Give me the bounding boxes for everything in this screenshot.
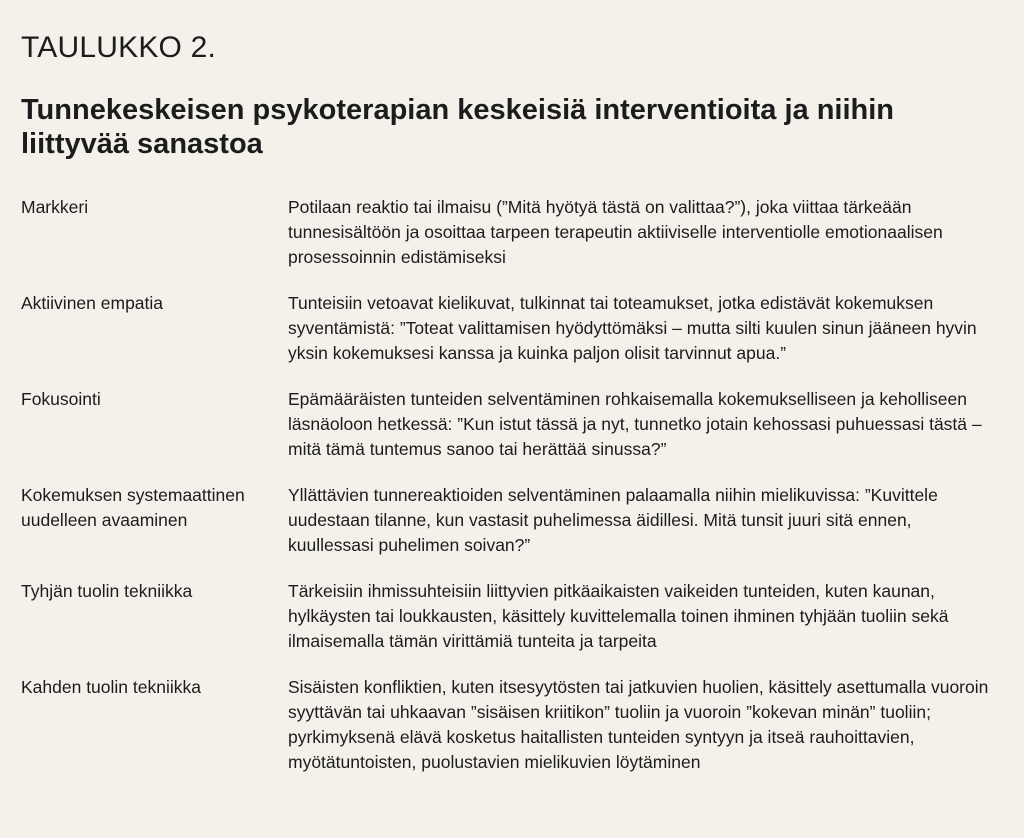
table-row — [21, 387, 1011, 462]
term-kahden-tuolin-tekniikka: Kahden tuolin tekniikka — [21, 677, 201, 697]
term-markkeri: Markkeri — [21, 197, 89, 217]
term-kokemuksen-avaaminen: Kokemuksen systemaattinen uudelleen avaaminen — [21, 485, 245, 530]
definition-fokusointi: Epämääräisten tunteiden selventäminen rohkaisemalla kokemukselliseen ja keholliseen läsnäoloon hetkessä: ”Kun istut tässä ja nyt, tunnetko jotain kehossasi puhuessasi tästä – mitä tämä tuntemus sanoo tai herättää sinussa?” — [288, 389, 982, 459]
term-tyhjan-tuolin-tekniikka: Tyhjän tuolin tekniikka — [21, 581, 193, 601]
definition-kokemuksen-avaaminen: Yllättävien tunnereaktioiden selventäminen palaamalla niihin mielikuvissa: ”Kuvittele uudestaan tilanne, kun vastasit puhelimessa äidillesi. Mitä tunsit juuri sitä ennen, kuullessasi puhelimen soivan?” — [288, 485, 938, 555]
definition-markkeri: Potilaan reaktio tai ilmaisu (”Mitä hyötyä tästä on valittaa?”), joka viittaa tärkeään tunnesisältöön ja osoittaa tarpeen terapeutin aktiiviselle interventiolle emotionaalisen prosessoinnin edistämiseksi — [288, 197, 943, 267]
glossary-table — [21, 195, 1011, 796]
definition-aktiivinen-empatia: Tunteisiin vetoavat kielikuvat, tulkinnat tai toteamukset, jotka edistävät kokemuksen syventämistä: ”Toteat valittamisen hyödyttömäksi – mutta silti kuulen sinun jääneen hyvin yksin kokemuksesi kanssa ja kuinka paljon olisit tarvinnut apua.” — [288, 293, 977, 363]
table-title: Tunnekeskeisen psykoterapian keskeisiä interventioita ja niihin liittyvää sanastoa — [21, 94, 895, 160]
table-row — [21, 579, 1011, 654]
definition-kahden-tuolin-tekniikka: Sisäisten konfliktien, kuten itsesyytösten tai jatkuvien huolien, käsittely asettumalla vuoroin syyttävän tai uhkaavan ”sisäisen kriitikon” tuoliin ja vuoroin ”kokevan minän” tuoliin; pyrkimyksenä elävä kosketus haitallisten tunteiden syntyyn ja itseä rauhoittavien, myötätuntoisten, puolustavien mielikuvien löytäminen — [288, 677, 989, 772]
table-label: TAULUKKO 2. — [21, 31, 217, 64]
table-row — [21, 675, 1011, 775]
term-fokusointi: Fokusointi — [21, 389, 101, 409]
table-row — [21, 483, 1011, 558]
definition-tyhjan-tuolin-tekniikka: Tärkeisiin ihmissuhteisiin liittyvien pitkäaikaisten vaikeiden tunteiden, kuten kaunan, hylkäysten tai loukkausten, käsittely kuvittelemalla toinen ihminen tyhjään tuoliin sekä ilmaisemalla tämän virittämiä tunteita ja tarpeita — [288, 581, 949, 651]
term-aktiivinen-empatia: Aktiivinen empatia — [21, 293, 164, 313]
table-row — [21, 195, 1011, 270]
table-row — [21, 291, 1011, 366]
